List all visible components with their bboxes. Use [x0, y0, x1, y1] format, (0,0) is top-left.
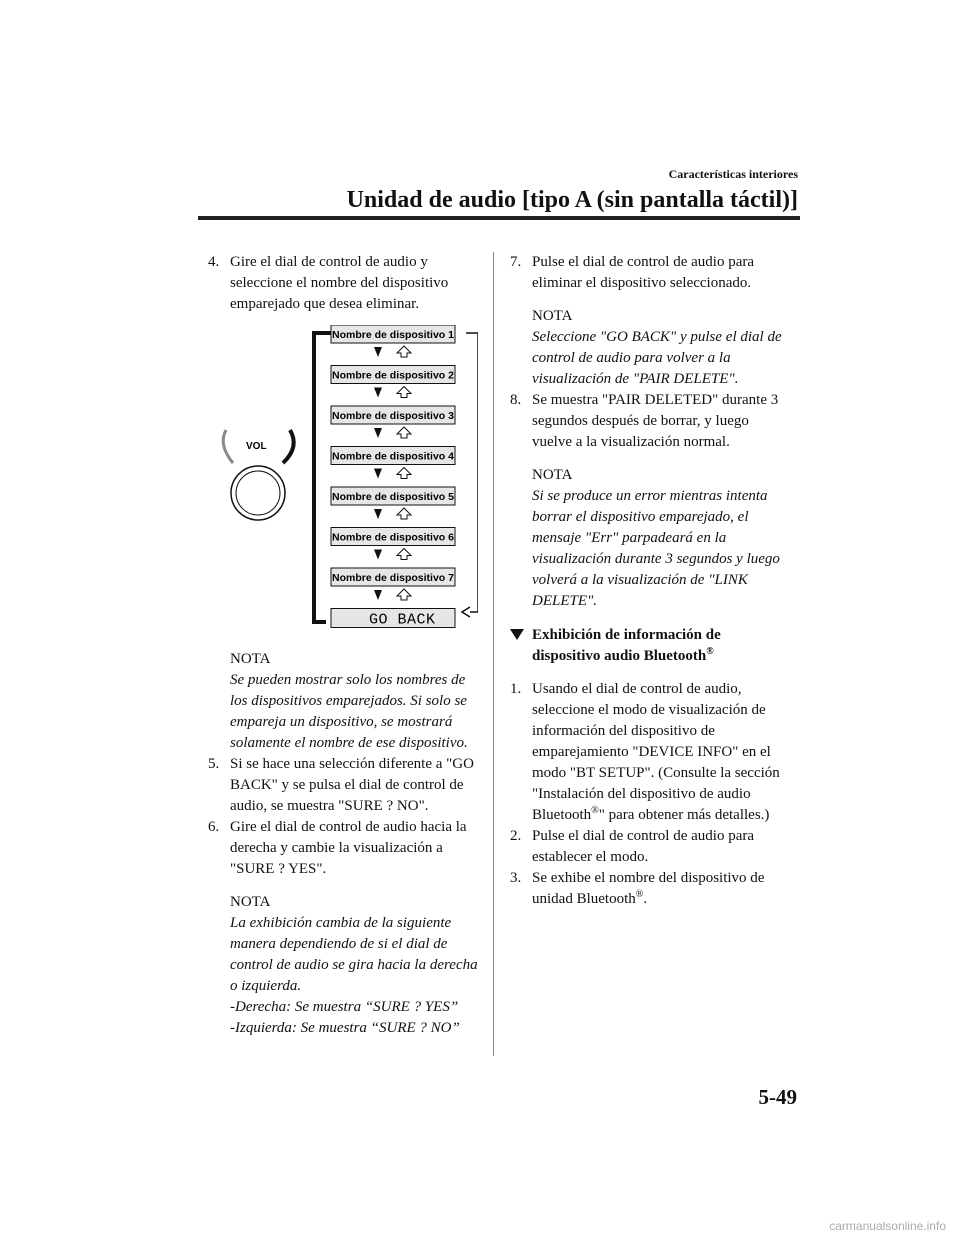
step-number: 5. [208, 756, 220, 772]
note-label: NOTA [230, 894, 271, 910]
up-arrow-icon [397, 346, 411, 357]
note-2 [230, 892, 478, 1039]
up-arrow-icon [397, 508, 411, 519]
cycle-bracket-right [466, 333, 478, 612]
step-number: 6. [208, 819, 220, 835]
up-arrow-icon [397, 387, 411, 398]
step-4 [208, 252, 478, 315]
step-text: Si se hace una selección diferente a "GO BACK" y se pulsa el dial de control de audio, se muestra "SURE ? NO". [230, 756, 474, 814]
step-number: 8. [510, 392, 522, 408]
note-4 [532, 465, 792, 612]
vol-label: VOL [246, 441, 267, 452]
step-text-cont: " para obtener más detalles.) [598, 807, 770, 823]
step-number: 7. [510, 254, 522, 270]
step-6 [208, 817, 478, 880]
rotate-right-arrow-icon [283, 430, 294, 463]
column-divider [493, 252, 494, 1056]
header-rule [198, 216, 800, 220]
down-arrow-icon [374, 388, 382, 398]
device-name-6: Nombre de dispositivo 6 [332, 531, 454, 544]
up-arrow-icon [397, 589, 411, 600]
registered-mark: ® [591, 805, 599, 816]
step-text-cont: . [643, 891, 648, 907]
note-3 [532, 306, 792, 390]
step-5 [208, 754, 478, 817]
note-line-right: -Derecha: Se muestra “SURE ? YES” [230, 999, 459, 1015]
device-selection-diagram [208, 325, 478, 637]
step-text: Pulse el dial de control de audio para eliminar el dispositivo seleccionado. [532, 254, 755, 291]
step-text: Pulse el dial de control de audio para establecer el modo. [532, 828, 755, 865]
step-text: Se muestra "PAIR DELETED" durante 3 segundos después de borrar, y luego vuelve a la visualización normal. [532, 392, 779, 450]
section-label: Características interiores [668, 167, 798, 181]
step-number: 4. [208, 254, 220, 270]
step-number: 1. [510, 681, 522, 697]
vol-knob-inner [236, 471, 280, 515]
note-text: Si se produce un error mientras intenta borrar el dispositivo emparejado, el mensaje "Err" parpadeará en la visualización durante 3 segundos y luego volverá a la visualización de "LINK DELETE". [532, 488, 780, 609]
step-text: Usando el dial de control de audio, seleccione el modo de visualización de información del dispositivo de emparejamiento "DEVICE INFO" en el modo "BT SETUP". (Consulte la sección "Instalación del dispositivo de audio Bluetooth [532, 681, 780, 823]
step-number: 2. [510, 828, 522, 844]
device-name-2: Nombre de dispositivo 2 [332, 369, 454, 382]
step-text: Gire el dial de control de audio hacia la derecha y cambie la visualización a "SURE ? YES". [230, 819, 467, 877]
note-text: Seleccione "GO BACK" y pulse el dial de control de audio para volver a la visualización de "PAIR DELETE". [532, 329, 782, 387]
page-number: 5-49 [758, 1085, 797, 1109]
device-name-1: Nombre de dispositivo 1 [332, 329, 454, 341]
watermark: carmanualsonline.info [829, 1219, 946, 1233]
left-column [208, 252, 478, 1039]
device-name-4: Nombre de dispositivo 4 [332, 450, 454, 463]
cycle-bracket-left [314, 333, 331, 622]
step-7 [510, 252, 792, 294]
step-number: 3. [510, 870, 522, 886]
section-heading [510, 625, 792, 667]
down-arrow-icon [374, 347, 382, 357]
step-text: Se exhibe el nombre del dispositivo de unidad Bluetooth [532, 870, 765, 907]
device-list [331, 325, 455, 629]
registered-mark: ® [706, 646, 714, 657]
device-name-7: Nombre de dispositivo 7 [332, 572, 454, 584]
step-1 [510, 679, 792, 826]
note-1 [230, 649, 478, 754]
up-arrow-icon [397, 468, 411, 479]
down-arrow-icon [374, 428, 382, 438]
step-text: Gire el dial de control de audio y seleccione el nombre del dispositivo emparejado que desea eliminar. [230, 254, 449, 312]
up-arrow-icon [397, 549, 411, 560]
step-3 [510, 868, 792, 910]
registered-mark: ® [635, 889, 644, 900]
device-name-3: Nombre de dispositivo 3 [332, 410, 454, 422]
note-label: NOTA [532, 308, 573, 324]
heading-text: Exhibición de información de dispositivo audio Bluetooth [532, 627, 721, 664]
note-text: La exhibición cambia de la siguiente manera dependiendo de si el dial de control de audio se gira hacia la derecha o izquierda. [230, 915, 478, 994]
down-arrow-icon [374, 550, 382, 560]
up-arrow-icon [397, 427, 411, 438]
note-label: NOTA [230, 651, 271, 667]
go-back-label: GO BACK [369, 611, 436, 629]
down-arrow-icon [374, 509, 382, 519]
right-column [510, 252, 792, 910]
step-2 [510, 826, 792, 868]
note-line-left: -Izquierda: Se muestra “SURE ? NO” [230, 1020, 460, 1036]
cycle-arrow-icon [462, 607, 470, 617]
rotate-left-arrow-icon [223, 430, 233, 463]
diagram-svg [208, 325, 478, 637]
triangle-bullet-icon [510, 629, 524, 640]
down-arrow-icon [374, 590, 382, 600]
note-label: NOTA [532, 467, 573, 483]
device-name-5: Nombre de dispositivo 5 [332, 491, 454, 503]
down-arrow-icon [374, 469, 382, 479]
page-title: Unidad de audio [tipo A (sin pantalla táctil)] [346, 187, 798, 213]
step-8 [510, 390, 792, 453]
note-text: Se pueden mostrar solo los nombres de los dispositivos emparejados. Si solo se empareja un dispositivo, se mostrará solamente el nombre de ese dispositivo. [230, 672, 468, 751]
